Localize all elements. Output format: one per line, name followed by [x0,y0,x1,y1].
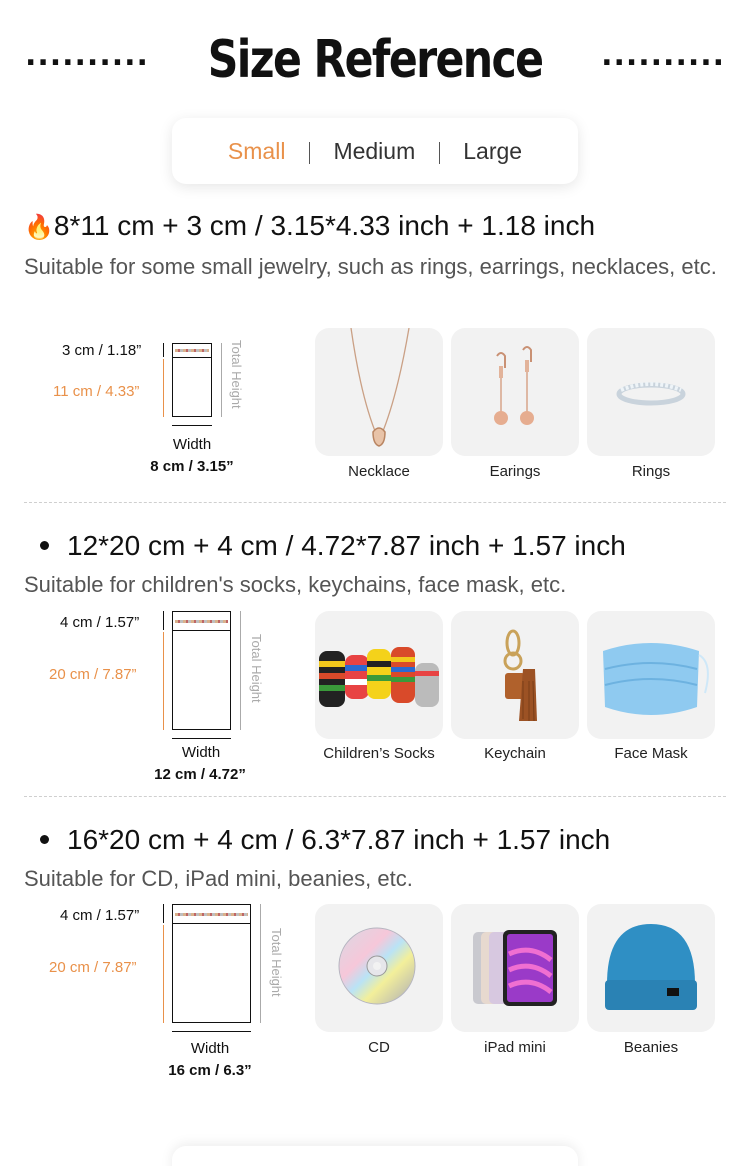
seal-dimension-line [163,611,164,630]
keychain-image [451,611,579,739]
face-mask-image [587,611,715,739]
section-title-text: 16*20 cm + 4 cm / 6.3*7.87 inch + 1.57 inch [67,824,611,855]
item-label-necklace: Necklace [348,463,410,480]
section-medium-description: Suitable for children's socks, keychains, face mask, etc. [24,572,567,597]
height-dimension-line [163,359,164,417]
total-height-label: Total Height [229,340,244,409]
beanie-image [587,904,715,1032]
section-divider [24,796,726,797]
seal-dimension-line [163,343,164,357]
size-tabs [172,118,578,184]
width-dimension-line [172,738,231,739]
bag-outline [172,611,231,730]
item-label-beanies: Beanies [623,1039,679,1056]
item-label-earings: Earings [489,463,541,480]
seal-size-label: 3 cm / 1.18” [62,342,142,359]
seal-size-label: 4 cm / 1.57” [60,614,140,631]
seal-dimension-line [163,904,164,923]
width-size-label: 12 cm / 4.72” [154,766,246,783]
bag-outline [172,904,251,1023]
section-title-text: 12*20 cm + 4 cm / 4.72*7.87 inch + 1.57 inch [67,530,626,561]
section-large-title [24,824,610,856]
width-label: Width [181,744,221,761]
ipad-mini-image [451,904,579,1032]
section-small-title [24,210,595,242]
width-size-label: 16 cm / 6.3” [168,1062,252,1079]
tab-large[interactable]: Large [439,138,546,165]
total-height-line [221,343,222,417]
width-label: Width [190,1040,230,1057]
bag-seal [173,344,211,358]
section-divider [24,502,726,503]
height-size-label: 11 cm / 4.33” [53,383,140,400]
item-label-childrens-socks: Children’s Socks [323,745,435,762]
next-section-card [172,1146,578,1166]
bullet-icon [40,541,49,550]
fire-icon: 🔥 [24,214,54,241]
height-dimension-line [163,632,164,730]
page-title: Size Reference [207,30,543,90]
section-title-text: 8*11 cm + 3 cm / 3.15*4.33 inch + 1.18 inch [53,210,596,241]
height-size-label: 20 cm / 7.87” [49,959,137,976]
bag-seal [173,612,230,631]
total-height-line [260,904,261,1023]
item-label-ipad-mini: iPad mini [484,1039,546,1056]
bullet-icon [40,835,49,844]
header [0,28,750,92]
total-height-label: Total Height [249,634,264,703]
height-dimension-line [163,925,164,1023]
item-label-rings: Rings [631,463,671,480]
earrings-image [451,328,579,456]
width-size-label: 8 cm / 3.15” [150,458,234,475]
total-height-label: Total Height [269,928,284,997]
bag-outline [172,343,212,417]
item-label-cd: CD [368,1039,390,1056]
cd-image [315,904,443,1032]
tab-small[interactable]: Small [227,137,286,164]
seal-size-label: 4 cm / 1.57” [60,907,140,924]
tab-medium[interactable]: Medium [309,138,439,165]
total-height-line [240,611,241,730]
width-dimension-line [172,425,212,426]
ring-image [587,328,715,456]
height-size-label: 20 cm / 7.87” [49,666,137,683]
section-large-description: Suitable for CD, iPad mini, beanies, etc. [24,866,413,891]
item-label-face-mask: Face Mask [614,745,688,762]
width-dimension-line [172,1031,251,1032]
section-small-description: Suitable for some small jewelry, such as rings, earrings, necklaces, etc. [24,254,717,279]
necklace-image [315,328,443,456]
bag-seal [173,905,250,924]
item-label-keychain: Keychain [484,745,546,762]
title-dots-left: .......... [24,38,149,73]
section-medium-title [24,530,626,562]
socks-image [315,611,443,739]
title-dots-right: .......... [601,38,726,73]
width-label: Width [172,436,212,453]
